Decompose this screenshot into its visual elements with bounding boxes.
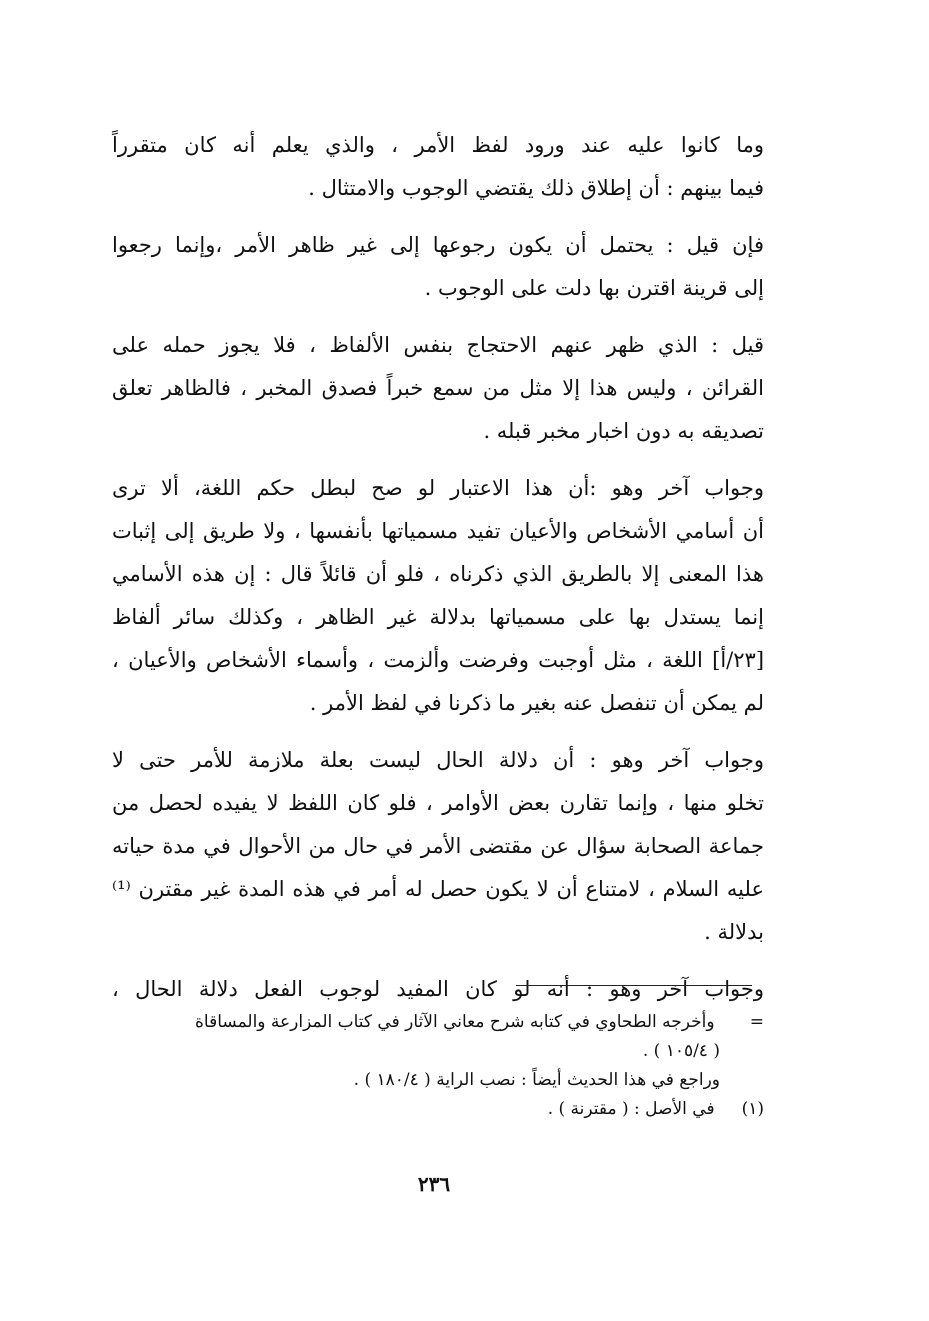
text-line: قيل : الذي ظهر عنهم الاحتجاج بنفس الألفاظ ، فلا يجوز حمله على xyxy=(112,333,764,357)
continuation-marker: = xyxy=(749,1012,764,1032)
footnote-divider xyxy=(516,985,752,986)
footnote-text: وأخرجه الطحاوي في كتابه شرح معاني الآثار في كتاب المزارعة والمساقاة xyxy=(195,1012,715,1032)
paragraph-5 xyxy=(112,739,764,954)
text-line: فيما بينهم : أن إطلاق ذلك يقتضي الوجوب والامتثال . xyxy=(308,176,764,200)
footnote-number: (١) xyxy=(741,1099,764,1119)
text-line: إنما يستدل بها على مسمياتها بدلالة غير الظاهر ، وكذلك سائر ألفاظ xyxy=(112,605,764,629)
text-line: فإن قيل : يحتمل أن يكون رجوعها إلى غير ظاهر الأمر ،وإنما رجعوا xyxy=(112,233,764,257)
text-line: إلى قرينة اقترن بها دلت على الوجوب . xyxy=(424,276,764,300)
text-line: وما كانوا عليه عند ورود لفظ الأمر ، والذي يعلم أنه كان متقرراً xyxy=(112,133,764,157)
paragraph-1 xyxy=(112,124,764,210)
paragraph-4 xyxy=(112,467,764,725)
text-line: هذا المعنى إلا بالطريق الذي ذكرناه ، فلو أن قائلاً قال : إن هذه الأسامي xyxy=(112,562,764,586)
text-line: تصديقه به دون اخبار مخبر قبله . xyxy=(483,419,764,443)
footnote-continuation xyxy=(104,1008,764,1037)
text-line: [٢٣/أ] اللغة ، مثل أوجبت وفرضت وألزمت ، وأسماء الأشخاص والأعيان ، xyxy=(112,648,765,672)
text-line: وجواب آخر وهو : أنه لو كان المفيد لوجوب الفعل دلالة الحال ، xyxy=(112,977,764,1001)
text-line: أن أسامي الأشخاص والأعيان تفيد مسمياتها بأنفسها ، ولا طريق إلى إثبات xyxy=(112,519,764,543)
text-line: عليه السلام ، لامتناع أن لا يكون حصل له أمر في هذه المدة غير مقترن ⁽¹⁾ xyxy=(112,877,764,901)
footnote-text: في الأصل : ( مقترنة ) . xyxy=(547,1099,715,1119)
paragraph-6 xyxy=(112,968,764,1011)
text-line: وجواب آخر وهو :أن هذا الاعتبار لو صح لبطل حكم اللغة، ألا ترى xyxy=(112,476,764,500)
footnote-reference: وراجع في هذا الحديث أيضاً : نصب الراية ( ١٨٠/٤ ) . xyxy=(353,1070,720,1090)
footnotes xyxy=(104,1008,764,1124)
footnote-1 xyxy=(104,1095,764,1124)
text-line: جماعة الصحابة سؤال عن مقتضى الأمر في حال من الأحوال في مدة حياته xyxy=(112,834,764,858)
paragraph-2 xyxy=(112,224,764,310)
page-number: ٢٣٦ xyxy=(417,1172,451,1196)
footnote-text: ( ١٠٥/٤ ) . xyxy=(642,1041,720,1061)
text-line: تخلو منها ، وإنما تقارن بعض الأوامر ، فلو كان اللفظ لا يفيده لحصل من xyxy=(112,791,764,815)
text-line: لم يمكن أن تنفصل عنه بغير ما ذكرنا في لفظ الأمر . xyxy=(309,691,764,715)
text-line: بدلالة . xyxy=(704,920,764,944)
text-line: القرائن ، وليس هذا إلا مثل من سمع خبراً فصدق المخبر ، فالظاهر تعلق xyxy=(112,376,764,400)
main-text xyxy=(112,124,764,1025)
text-line: وجواب آخر وهو : أن دلالة الحال ليست بعلة ملازمة للأمر حتى لا xyxy=(112,748,764,772)
paragraph-3 xyxy=(112,324,764,453)
